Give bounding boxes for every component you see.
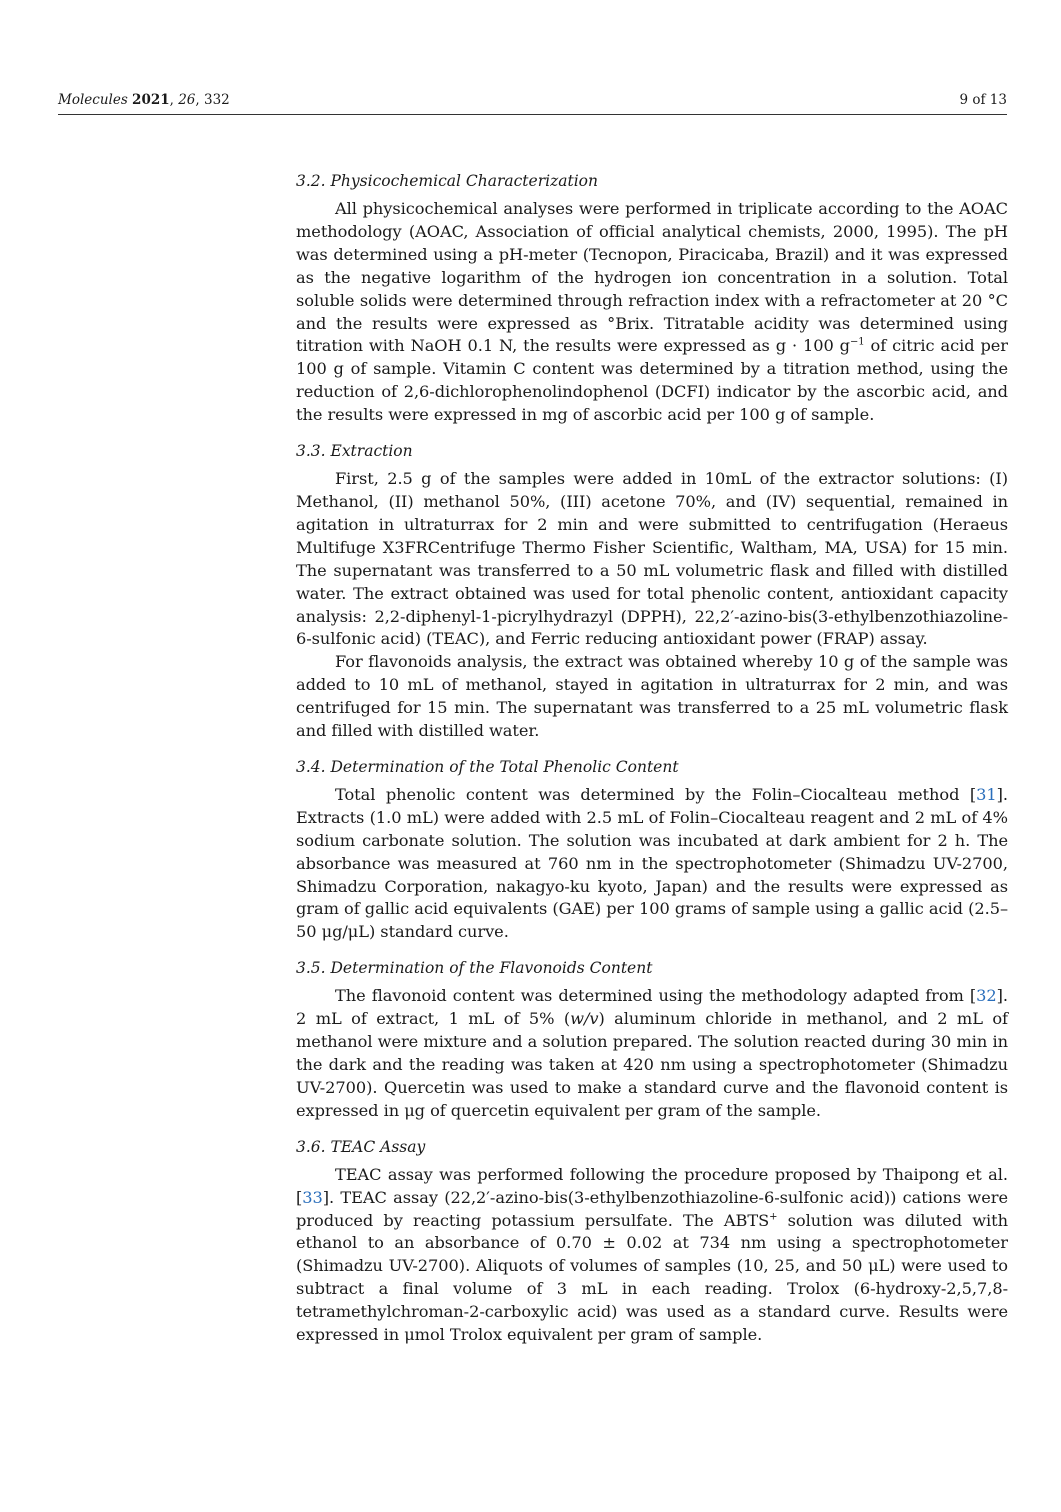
- section-3-6: [296, 1137, 1008, 1347]
- citation-link[interactable]: 33: [302, 1187, 323, 1207]
- section-heading: 3.5. Determination of the Flavonoids Content: [296, 959, 653, 978]
- section-heading: 3.2. Physicochemical Characterization: [296, 172, 598, 190]
- section-3-4: [296, 757, 1008, 944]
- section-3-5: [296, 958, 1008, 1122]
- italic-text: w/v: [570, 1009, 599, 1029]
- paragraph-text: The flavonoid content was determined using the methodology adapted from [: [335, 986, 977, 1006]
- superscript: −1: [849, 337, 865, 349]
- journal-name: Molecules: [58, 92, 128, 108]
- page-number: 9 of 13: [959, 92, 1007, 108]
- paragraph: [296, 198, 1008, 427]
- section-heading: 3.6. TEAC Assay: [296, 1137, 426, 1156]
- paragraph-text: ]. TEAC assay (22,2′-azino-bis(3-ethylbenzothiazoline-6-sulfonic acid)) cations were produced by reacting potassium persulfate. The ABTS: [296, 1187, 1008, 1230]
- main-content: [296, 171, 1008, 1361]
- article-number: 332: [204, 92, 230, 108]
- paragraph-text: TEAC assay was performed following the procedure proposed by Thaipong et al. [: [296, 1164, 1008, 1207]
- journal-volume: 26: [178, 92, 196, 108]
- paragraph-text: solution was diluted with ethanol to an absorbance of 0.70 ± 0.02 at 734 nm using a spectrophotometer (Shimadzu UV-2700). Aliquots of volumes of samples (10, 25, and 50 μL) were used to subtract a final volume of 3 mL in each reading. Trolox (6-hydroxy-2,5,7,8-tetramethylchroman-2-carboxylic acid) was used as a standard curve. Results were expressed in μmol Trolox equivalent per gram of sample.: [296, 1210, 1008, 1345]
- section-heading: 3.4. Determination of the Total Phenolic Content: [296, 757, 679, 776]
- running-header: [58, 90, 1007, 115]
- superscript: +: [769, 1211, 778, 1223]
- journal-year: 2021: [132, 92, 170, 108]
- paragraph-text: ]. Extracts (1.0 mL) were added with 2.5 mL of Folin–Ciocalteau reagent and 2 mL of 4% sodium carbonate solution. The solution was incubated at dark ambient for 2 h. The absorbance was measured at 760 nm in the spectrophotometer (Shimadzu UV-2700, Shimadzu Corporation, nakagyo-ku kyoto, Japan) and the results were expressed as gram of gallic acid equivalents (GAE) per 100 grams of sample using a gallic acid (2.5–50 μg/μL) standard curve.: [296, 784, 1008, 942]
- section-3-2: [296, 171, 1008, 427]
- journal-citation: Molecules 2021, 26, 332: [58, 92, 230, 108]
- paragraph: [296, 1164, 1008, 1347]
- paragraph: First, 2.5 g of the samples were added in 10mL of the extractor solutions: (I) Methanol, (II) methanol 50%, (III) acetone 70%, and (IV) sequential, remained in agitation in ultraturrax for 2 min and were submitted to centrifugation (Heraeus Multifuge X3FRCentrifuge Thermo Fisher Scientific, Waltham, MA, USA) for 15 min. The supernatant was transferred to a 50 mL volumetric flask and filled with distilled water. The extract obtained was used for total phenolic content, antioxidant capacity analysis: 2,2-diphenyl-1-picrylhydrazyl (DPPH), 22,2′-azino-bis(3-ethylbenzothiazoline-6-sulfonic acid) (TEAC), and Ferric reducing antioxidant power (FRAP) assay.: [296, 469, 1008, 649]
- section-3-3: [296, 441, 1008, 743]
- paragraph-text: Total phenolic content was determined by the Folin–Ciocalteau method [: [335, 784, 977, 804]
- paragraph-text: of citric acid per 100 g of sample. Vitamin C content was determined by a titration method, using the reduction of 2,6-dichlorophenolindophenol (DCFI) indicator by the ascorbic acid, and the results were expressed in mg of ascorbic acid per 100 g of sample.: [296, 336, 1008, 425]
- paragraph: [296, 784, 1008, 944]
- paragraph: [296, 985, 1008, 1122]
- paragraph-text: ]. 2 mL of extract, 1 mL of 5% (: [296, 986, 1008, 1029]
- paragraph: For flavonoids analysis, the extract was obtained whereby 10 g of the sample was added to 10 mL of methanol, stayed in agitation in ultraturrax for 2 min, and was centrifuged for 15 min. The supernatant was transferred to a 25 mL volumetric flask and filled with distilled water.: [296, 652, 1008, 741]
- citation-link[interactable]: 31: [976, 784, 997, 804]
- paragraph-text: ) aluminum chloride in methanol, and 2 mL of methanol were mixture and a solution prepared. The solution reacted during 30 min in the dark and the reading was taken at 420 nm using a spectrophotometer (Shimadzu UV-2700). Quercetin was used to make a standard curve and the flavonoid content is expressed in μg of quercetin equivalent per gram of the sample.: [296, 1009, 1008, 1120]
- citation-link[interactable]: 32: [976, 986, 997, 1006]
- paragraph-text: All physicochemical analyses were performed in triplicate according to the AOAC methodology (AOAC, Association of official analytical chemists, 2000, 1995). The pH was determined using a pH-meter (Tecnopon, Piracicaba, Brazil) and it was expressed as the negative logarithm of the hydrogen ion concentration in a solution. Total soluble solids were determined through refraction index with a refractometer at 20 °C and the results were expressed as °Brix. Titratable acidity was determined using titration with NaOH 0.1 N, the results were expressed as g · 100 g: [296, 199, 1008, 356]
- section-heading: 3.3. Extraction: [296, 442, 413, 461]
